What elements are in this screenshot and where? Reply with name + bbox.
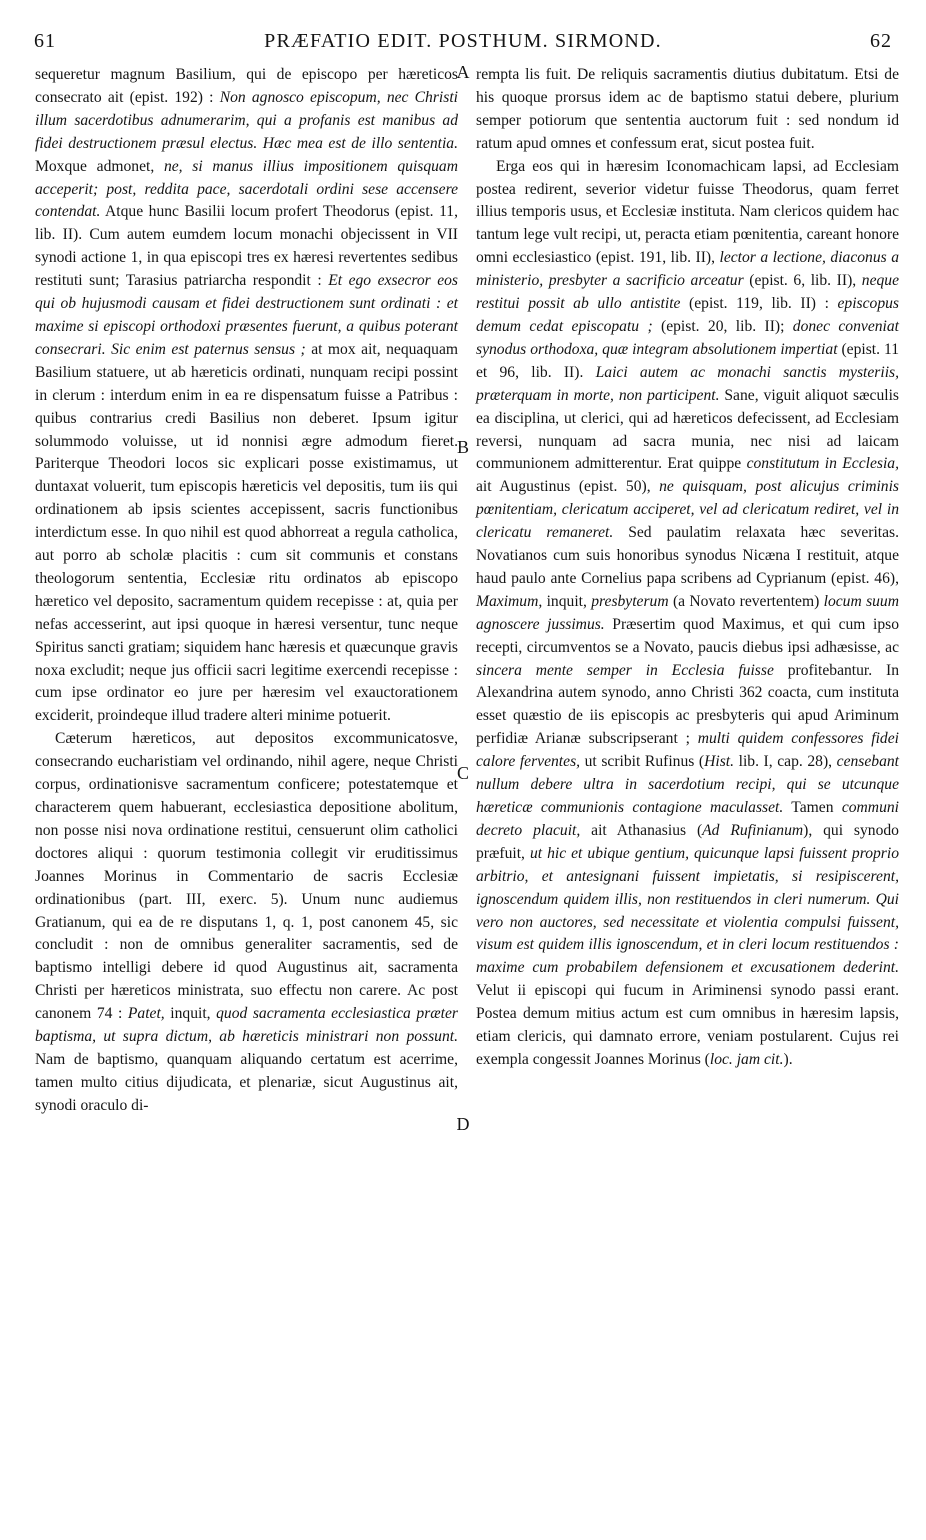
text-run: lib. I, cap. 28), <box>734 753 837 771</box>
text-run: ut scribit Rufinus ( <box>580 753 705 771</box>
quotation: episcopus demum cedat episcopatu ; <box>476 295 899 335</box>
text-run: ait Athanasius ( <box>580 821 703 839</box>
paragraph <box>35 64 458 728</box>
text-run: (epist. 11 et 96, lib. II). <box>476 340 899 381</box>
margin-marker-a: A <box>456 62 470 82</box>
quotation: communi decreto placuit, <box>476 799 899 839</box>
text-run: Tamen <box>783 799 842 816</box>
text-run: Moxque admonet, <box>35 157 164 175</box>
quotation: Maximum, <box>476 592 543 610</box>
quotation: Laici autem ac monachi sanctis mysteriis, præterquam in morte, non participent. <box>476 363 899 404</box>
text-run: (a Novato revertentem) <box>668 592 824 610</box>
page-number-right: 62 <box>870 30 892 52</box>
text-run: (epist. 6, lib. II), <box>743 272 862 290</box>
quotation: ne, si manus illius impositionem quisquam acceperit; post, reddita pace, sacerdotali ordini sese accensere contendat. <box>35 157 458 221</box>
margin-marker-c: C <box>456 763 469 783</box>
text-run: at mox ait, nequaquam Basilium statuere, ut ab hæreticis ordinati, nunquam recipi possint in clerum : interdum enim in ea re dispensatum fuisse a Patribus : quibus contrarius credi Basilius non deberet. Ipsum igitur solummodo voluisse, ut id nonnisi ægre admodum fieret. Pariterque Theodori locos sic explicari posse existimamus, ut duntaxat voluerit, tum episcopis hæreticis vel depositis, tum iis qui ordinationem ab ipsis scientes accepissent, sacris functionibus interdictum esse. In quo nihil est quod abhorreat a regula catholica, aut porro ab scholæ placitis : cum sit communis et constans theologorum sententia, Ecclesiæ ritu ordinatos ab episcopo hæretico vel deposito, sacramentum quidem recepisse : at, quia per nefas accesserint, aut ipsi quoque in hæresi versentur, tunc neque Spiritus sancti gratiam; siquidem hanc hæresis et quæcunque gravis noxa excludit; neque jus officii sacri legitime exercendi recepisse : cum ipse ordinator eo jure per hæresim vel exauctorationem exciderit, proindeque illud tradere alteri minime potuerit. <box>35 340 458 725</box>
quotation: ut hic et ubique gentium, quicunque lapsi fuissent proprio arbitrio, et antesignani fuissent impietatis, si resipiscerent, ignoscendum quidem illis, non restituendos in cleri numerum. Qui vero non auctores, sed necessitate et violentia compulsi fuissent, visum est quidem illis ignoscendum, et in cleri locum restituendos : maxime cum probabilem defensionem et excusationem dederint. <box>476 844 899 977</box>
text-run: (epist. 119, lib. II) : <box>680 295 838 313</box>
citation: loc. jam cit. <box>709 1050 784 1068</box>
text-run: profitebantur. In Alexandrina autem synodo, anno Christi 362 coacta, cum instituta esset quæstio de iis episcopis ac presbyteris qui apud Ariminum perfidiæ Arianæ subscripserant ; <box>476 661 899 748</box>
text-run: ait Augustinus (epist. 50), <box>476 478 660 496</box>
text-run: (epist. 20, lib. II); <box>652 317 793 335</box>
text-run: Sane, viguit aliquot sæculis ea disciplina, ut clerici, qui ad hæreticos defecissent, ad Ecclesiam reversi, nunquam ad sacra munia, nec nisi ad laicam communionem admitterentur. Erat quippe <box>476 386 899 473</box>
running-title: PRÆFATIO EDIT. POSTHUM. SIRMOND. <box>264 30 662 52</box>
paragraph <box>35 728 458 1117</box>
text-run: sequeretur magnum Basilium, qui de episcopo per hæreticos consecrato ait (epist. 192) : <box>35 66 458 106</box>
quotation: locum suum agnoscere jussimus. <box>476 592 899 633</box>
page-number-left: 61 <box>34 30 56 52</box>
text-run: Erga eos qui in hæresim Iconomachicam lapsi, ad Ecclesiam postea redirent, severior videtur fuisse Theodorus, quam ferret illius temporis usus, et Ecclesiæ instituta. Nam clericos quidem hac tantum lege vult recipi, ut, peracta etiam pœnitentia, careant honore omni ecclesiastico (epist. 191, lib. II), <box>476 157 899 267</box>
text-run: Velut ii episcopi qui fucum in Ariminensi synodo passi erant. Postea demum mitius actum est cum omnibus in hæresim lapsis, etiam clericis, qui damnato errore, veniam postularent. Cujus rei exempla congessit Joannes Morinus ( <box>476 982 899 1068</box>
quotation: donec conveniat synodus orthodoxa, quæ integram absolutionem impertiat <box>476 317 899 358</box>
left-column <box>35 64 458 1118</box>
quotation: censebant nullum debere ultra in sacerdotium recipi, qui se utcunque hæreticæ communionis contagione maculasset. <box>476 753 900 816</box>
text-run: ), qui synodo præfuit, <box>476 821 899 862</box>
quotation: lector a lectione, diaconus a ministerio, presbyter a sacrificio arceatur <box>476 249 900 290</box>
quotation: multi quidem confessores fidei calore ferventes, <box>476 730 899 771</box>
quotation: quod sacramenta ecclesiastica præter baptisma, ut supra dictum, ab hæreticis ministrari non possunt. <box>35 1005 458 1046</box>
quotation: Et ego exsecror eos qui ob hujusmodi causam et fidei destructionem sunt ordinati : et maxime si episcopi orthodoxi præsentes fuerunt, a quibus poterant consecrari. Sic enim est paternus sensus ; <box>35 272 459 358</box>
text-run: Cæterum hæreticos, aut depositos excommunicatosve, consecrando eucharistiam vel ordinando, nihil agere, neque Christi corpus, ordinationisve sacramentum conficere; potestatemque et characterem quem habuerant, ecclesiastica depositione abolitum, non posse nisi nova ordinatione restitui, censuerunt olim catholici doctores aliqui : quorum testimonia collegit vir eruditissimus Joannes Morinus in Commentario de sacris Ecclesiæ ordinationibus (part. III, exerc. 5). Unum nunc audiemus Gratianum, qui ea de re disputans 1, q. 1, post canonem 45, sic concludit : non de omnibus generaliter sacramentis, sed de baptismo intelligi debere id quod Augustinus ait, sacramenta Christi per hæreticos ministrata, suo effectu non carere. Ac post canonem 74 : <box>35 730 458 1023</box>
right-column <box>476 64 899 1072</box>
quotation: constitutum in Ecclesia, <box>746 455 900 473</box>
text-run: rempta lis fuit. De reliquis sacramentis diutius dubitatum. Etsi de his quoque prorsus idem ac de baptismo statui debere, plurium semper potiorum que sententia auctorum fuit : sed nondum id ratum apud omnes et confessum erat, sicut postea fuit. <box>476 66 899 152</box>
margin-marker-d: D <box>456 1114 470 1134</box>
text-run: Nam de baptismo, quanquam aliquando certatum est acerrime, tamen multo citius dijudicata, et plenariæ, sicut Augustinus ait, synodi oraculo di- <box>35 1050 458 1114</box>
citation: Ad Rufinianum <box>702 821 804 839</box>
running-header <box>34 30 892 60</box>
quotation: Non agnosco episcopum, nec Christi illum sacerdotibus adnumerarim, qui a profanis est manibus ad fidei destructionem præsul electus. Hæc mea est de illo sententia. <box>35 88 458 152</box>
citation: Hist. <box>704 753 735 771</box>
text-run: Sed paulatim relaxata hæc severitas. Novatianos cum suis honoribus synodus Nicæna I restituit, atque haud paulo ante Cornelius papa scribens ad Cyprianum (epist. 46), <box>476 524 899 587</box>
quotation: ne quisquam, post alicujus criminis pœnitentiam, clericatum acciperet, vel ad clericatum rediret, vel in clericatu remaneret. <box>476 478 899 542</box>
quotation: neque restitui possit ab ullo antistite <box>476 272 899 313</box>
text-run: Atque hunc Basilii locum profert Theodorus (epist. 11, lib. II). Cum autem eumdem locum monachi objecissent in VII synodi actione 1, in qua episcopi tres ex hæresi revertentes sedibus restituti sunt; Tarasius patriarcha respondit : <box>35 203 458 290</box>
quotation: presbyterum <box>591 592 669 610</box>
text-run: inquit, <box>164 1005 217 1023</box>
paragraph <box>476 64 899 156</box>
text-run: inquit, <box>542 592 592 610</box>
paragraph <box>476 156 899 1072</box>
margin-marker-b: B <box>456 437 469 457</box>
text-run: Præsertim quod Maximus, et qui cum ipso recepti, circumventos se a Novato, paucis diebus ipsi adhæsisse, ac <box>476 615 899 656</box>
text-run: ). <box>783 1050 793 1068</box>
quotation: sincera mente semper in Ecclesia fuisse <box>476 661 774 679</box>
quotation: Patet, <box>127 1005 165 1023</box>
